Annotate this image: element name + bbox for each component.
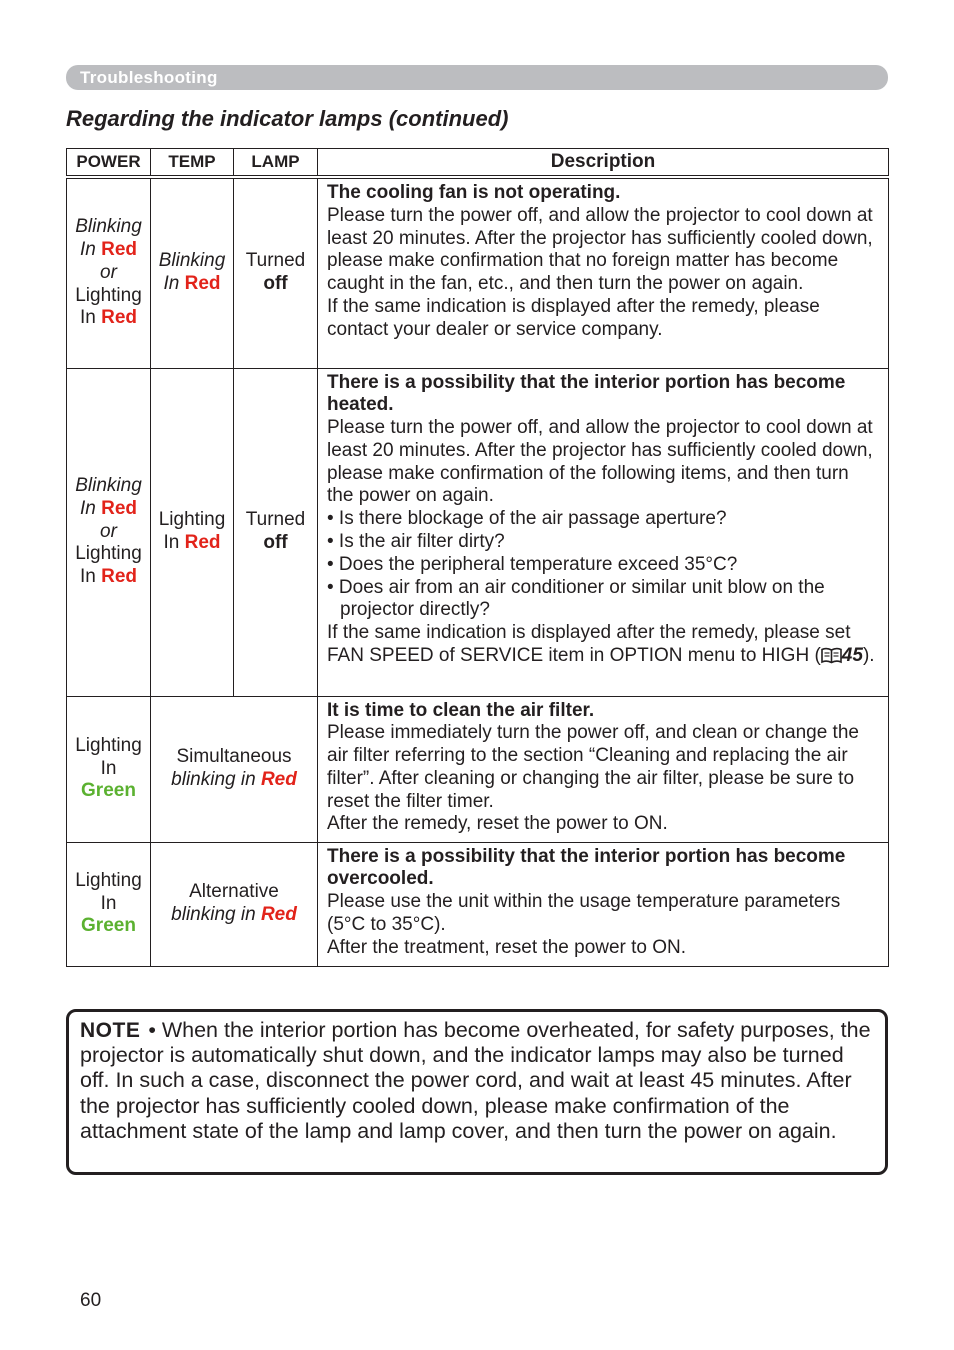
table-row — [67, 177, 889, 368]
blink-color-line: blinking in Red — [171, 904, 297, 925]
green-label: Green — [81, 780, 136, 802]
temp-lamp-cell — [151, 842, 318, 966]
blink-mode: Simultaneous — [176, 746, 292, 768]
page-number: 60 — [80, 1290, 102, 1311]
checklist-item: • Is the air filter dirty? — [327, 531, 505, 553]
lamp-off-label: off — [263, 532, 288, 553]
temp-color-line: In Red — [163, 532, 221, 553]
column-header-temp: TEMP — [151, 149, 234, 178]
power-state: Lighting — [75, 869, 142, 891]
lamp-cell — [234, 177, 318, 368]
column-header-power: POWER — [67, 149, 151, 178]
description-text: Please use the unit within the usage temperature parameters (5°C to 35°C). — [327, 891, 841, 935]
red-label: Red — [101, 566, 138, 588]
checklist-item: • Does the peripheral temperature exceed 35°C? — [327, 553, 738, 575]
red-label: Red — [101, 497, 138, 519]
blink-color-line: blinking in Red — [171, 769, 297, 790]
checklist-item: • Is there blockage of the air passage aperture? — [327, 508, 727, 530]
blink-mode: Alternative — [189, 881, 279, 903]
power-cell: Lighting In Green — [67, 842, 151, 966]
power-state: Blinking — [75, 216, 142, 238]
description-title: It is time to clean the air filter. — [327, 699, 595, 721]
section-banner — [66, 65, 888, 90]
description-cell — [318, 842, 889, 966]
lamp-off-label: off — [263, 273, 288, 295]
power-state: Lighting — [75, 734, 142, 756]
power-color-line: In Red — [79, 239, 138, 261]
temp-cell — [151, 368, 234, 696]
description-cell — [318, 696, 889, 842]
temp-state: Blinking — [158, 250, 226, 272]
red-label: Red — [101, 239, 138, 261]
power-cell — [67, 368, 151, 696]
power-cell: Lighting In Green — [67, 696, 151, 842]
section-title: Troubleshooting — [80, 68, 218, 87]
table-row — [67, 368, 889, 696]
power-cell — [67, 177, 151, 368]
or-label: or — [100, 520, 117, 542]
column-header-description: Description — [318, 149, 889, 178]
temp-state: Lighting — [158, 509, 226, 531]
checklist-item: • Does air from an air conditioner or similar unit blow on the projector directly? — [327, 576, 825, 621]
table-row — [67, 842, 889, 966]
description-title: The cooling fan is not operating. — [327, 182, 621, 203]
power-state: Blinking — [75, 475, 142, 496]
red-label: Red — [260, 769, 297, 790]
lamp-cell — [234, 368, 318, 696]
indicator-table — [66, 148, 889, 967]
power-state-alt: Lighting — [75, 284, 142, 306]
or-label: or — [100, 261, 117, 283]
description-cell — [318, 368, 889, 696]
green-label: Green — [81, 915, 136, 937]
note-label: NOTE — [80, 1019, 141, 1042]
book-reference-icon — [821, 647, 842, 671]
description-text: Please turn the power off, and allow the projector to cool down at least 20 minutes. After the projector has sufficiently cooled down, please make confirmation that no foreign matter has become caught in the fan, etc., and then turn the power on again. — [327, 204, 873, 295]
description-cell — [318, 177, 889, 368]
red-label: Red — [260, 904, 297, 925]
description-text: After the treatment, reset the power to ON. — [327, 936, 687, 958]
note-box — [66, 1009, 888, 1175]
description-text: Please immediately turn the power off, and clean or change the air filter referring to the section “Cleaning and replacing the air filter”. After cleaning or changing the air filter, please be sure to reset the filter timer. — [327, 722, 859, 812]
temp-color-line: In Red — [163, 273, 221, 295]
power-color-line-alt: In Red — [79, 307, 138, 329]
page-heading: Regarding the indicator lamps (continued) — [66, 106, 509, 131]
red-label: Red — [184, 532, 221, 553]
temp-cell — [151, 177, 234, 368]
description-title: There is a possibility that the interior portion has become heated. — [327, 371, 846, 416]
power-color-line-alt: In Red — [79, 566, 138, 588]
note-text: • When the interior portion has become overheated, for safety purposes, the projector is automatically shut down, and the indicator lamps may also be turned off. In such a case, disconnect the power cord, and wait at least 45 minutes. After the projector has sufficiently cooled down, please make confirmation of the attachment state of the lamp and lamp cover, and then turn the power on again. — [80, 1018, 871, 1143]
table-row — [67, 696, 889, 842]
red-label: Red — [101, 307, 138, 329]
table-header-row — [67, 149, 889, 178]
description-title: There is a possibility that the interior portion has become overcooled. — [327, 845, 846, 890]
lamp-state: Turned — [245, 250, 306, 272]
description-text: If the same indication is displayed after the remedy, please set FAN SPEED of SERVICE item in OPTION menu to HIGH ( 45). — [327, 622, 880, 671]
lamp-state: Turned — [245, 509, 306, 531]
temp-lamp-cell — [151, 696, 318, 842]
description-text: If the same indication is displayed after the remedy, please contact your dealer or service company. — [327, 295, 820, 340]
power-state-alt: Lighting — [75, 543, 142, 565]
page-reference: 45 — [841, 645, 863, 667]
description-text: Please turn the power off, and allow the projector to cool down at least 20 minutes. After the projector has sufficiently cooled down, please make confirmation of the following items, and then turn the power on again. — [327, 417, 873, 507]
power-color-line: In Red — [79, 497, 138, 519]
description-text: After the remedy, reset the power to ON. — [327, 813, 668, 835]
column-header-lamp: LAMP — [234, 149, 318, 178]
red-label: Red — [184, 273, 221, 295]
